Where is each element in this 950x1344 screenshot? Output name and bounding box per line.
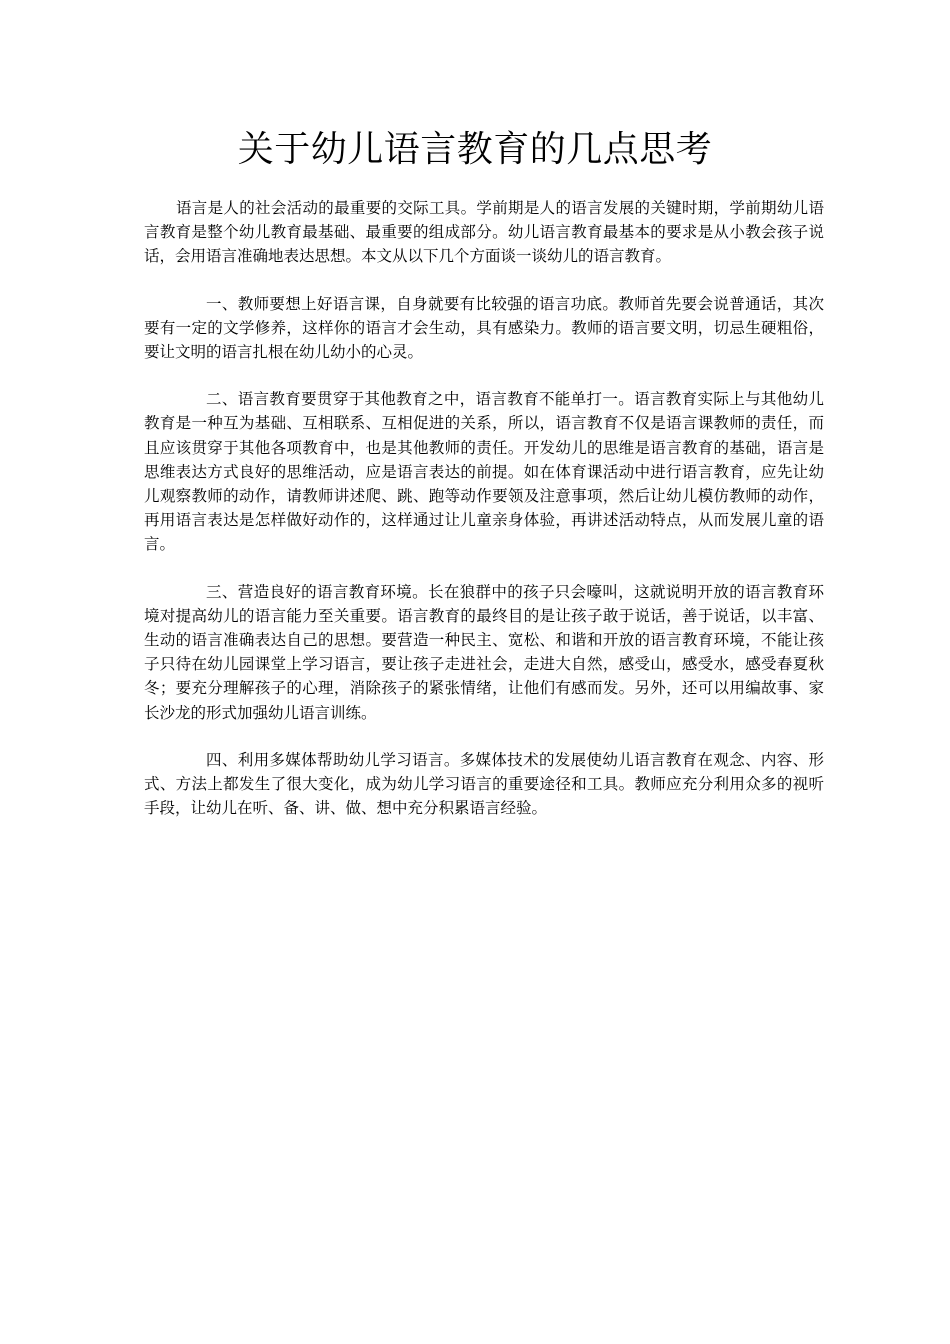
section-paragraph-3: 三、营造良好的语言教育环境。长在狼群中的孩子只会嚎叫，这就说明开放的语言教育环境对提高幼儿的语言能力至关重要。语言教育的最终目的是让孩子敢于说话，善于说话，以丰富、生动的语言准确表达自己的思想。要营造一种民主、宽松、和谐和开放的语言教育环境，不能让孩子只待在幼儿园课堂上学习语言，要让孩子走进社会，走进大自然，感受山，感受水，感受春夏秋冬；要充分理解孩子的心理，消除孩子的紧张情绪，让他们有感而发。另外，还可以用编故事、家长沙龙的形式加强幼儿语言训练。 [144, 582, 824, 722]
document-title: 关于幼儿语言教育的几点思考 [237, 129, 713, 170]
section-paragraph-1: 一、教师要想上好语言课，自身就要有比较强的语言功底。教师首先要会说普通话，其次要有一定的文学修养，这样你的语言才会生动，具有感染力。教师的语言要文明，切忌生硬粗俗，要让文明的语言扎根在幼儿幼小的心灵。 [144, 294, 824, 362]
intro-paragraph: 语言是人的社会活动的最重要的交际工具。学前期是人的语言发展的关键时期，学前期幼儿语言教育是整个幼儿教育最基础、最重要的组成部分。幼儿语言教育最基本的要求是从小教会孩子说话，会用语言准确地表达思想。本文从以下几个方面谈一谈幼儿的语言教育。 [144, 199, 824, 266]
section-paragraph-2: 二、语言教育要贯穿于其他教育之中，语言教育不能单打一。语言教育实际上与其他幼儿教育是一种互为基础、互相联系、互相促进的关系，所以，语言教育不仅是语言课教师的责任，而且应该贯穿于其他各项教育中，也是其他教师的责任。开发幼儿的思维是语言教育的基础，语言是思维表达方式良好的思维活动，应是语言表达的前提。如在体育课活动中进行语言教育，应先让幼儿观察教师的动作，请教师讲述爬、跳、跑等动作要领及注意事项，然后让幼儿模仿教师的动作，再用语言表达是怎样做好动作的，这样通过让儿童亲身体验，再讲述活动特点，从而发展儿童的语言。 [144, 390, 824, 554]
section-paragraph-4: 四、利用多媒体帮助幼儿学习语言。多媒体技术的发展使幼儿语言教育在观念、内容、形式、方法上都发生了很大变化，成为幼儿学习语言的重要途径和工具。教师应充分利用众多的视听手段，让幼儿在听、备、讲、做、想中充分积累语言经验。 [144, 750, 824, 818]
document-body [144, 196, 824, 843]
